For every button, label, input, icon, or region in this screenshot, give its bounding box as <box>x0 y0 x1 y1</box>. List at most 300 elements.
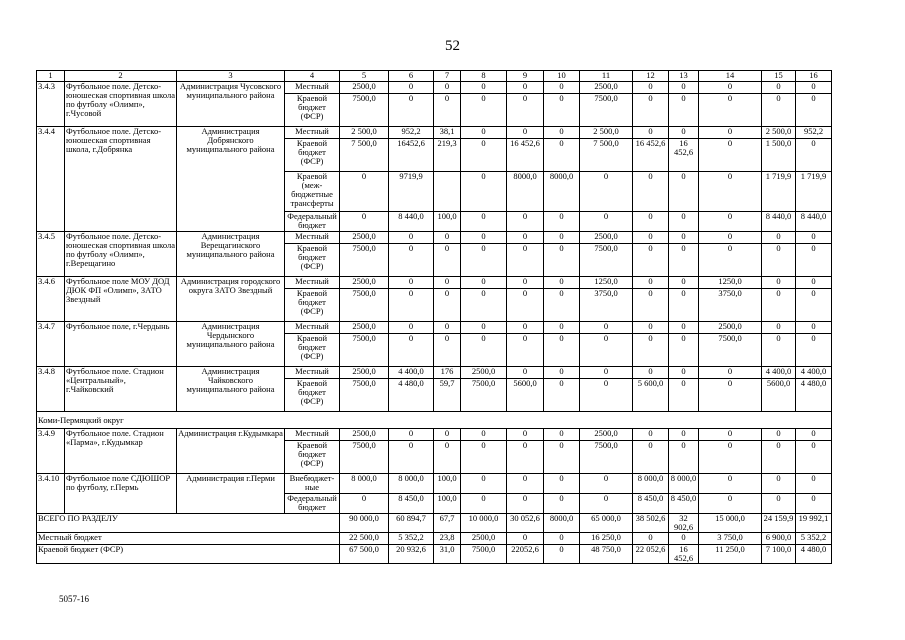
value-cell: 0 <box>580 494 633 514</box>
total-value: 7500,0 <box>461 545 507 564</box>
total-value: 0 <box>633 533 669 545</box>
administration: Администрация г.Кудымкара <box>177 429 285 474</box>
value-cell: 8 450,0 <box>669 494 699 514</box>
value-cell: 8000,0 <box>544 172 580 212</box>
column-header: 5 <box>340 71 389 82</box>
value-cell: 100,0 <box>434 212 461 232</box>
value-cell: 0 <box>507 127 544 139</box>
value-cell: 0 <box>796 244 832 277</box>
value-cell: 0 <box>544 474 580 494</box>
object-name: Футбольное поле. Детско-юношеская спортивная школа по футболу «Олимп», г.Чусовой <box>65 82 177 127</box>
region-label: Коми-Пермяцкий округ <box>37 412 832 429</box>
column-header: 10 <box>544 71 580 82</box>
value-cell: 5600,0 <box>507 379 544 412</box>
item-number: 3.4.10 <box>37 474 65 514</box>
value-cell: 0 <box>669 441 699 474</box>
value-cell: 0 <box>669 232 699 244</box>
table-row <box>37 277 832 289</box>
value-cell: 0 <box>507 94 544 127</box>
table-row <box>37 127 832 139</box>
value-cell: 0 <box>544 244 580 277</box>
column-header: 12 <box>633 71 669 82</box>
value-cell: 0 <box>762 322 796 334</box>
value-cell: 0 <box>699 139 762 172</box>
value-cell: 0 <box>633 94 669 127</box>
value-cell: 0 <box>461 322 507 334</box>
value-cell: 0 <box>633 429 669 441</box>
value-cell: 0 <box>389 82 434 94</box>
value-cell: 0 <box>389 277 434 289</box>
value-cell: 0 <box>389 322 434 334</box>
value-cell: 1 719,9 <box>762 172 796 212</box>
value-cell: 0 <box>544 127 580 139</box>
total-value: 0 <box>544 533 580 545</box>
value-cell: 7500,0 <box>340 94 389 127</box>
value-cell: 7500,0 <box>461 379 507 412</box>
value-cell: 0 <box>434 232 461 244</box>
value-cell: 0 <box>699 367 762 379</box>
value-cell: 0 <box>461 139 507 172</box>
value-cell: 0 <box>544 289 580 322</box>
value-cell: 952,2 <box>796 127 832 139</box>
totals-label: Краевой бюджет (ФСР) <box>37 545 340 564</box>
value-cell: 2500,0 <box>340 82 389 94</box>
value-cell: 2 500,0 <box>762 127 796 139</box>
funding-source: Местный <box>285 127 340 139</box>
administration: Администрация г.Перми <box>177 474 285 514</box>
value-cell: 0 <box>633 232 669 244</box>
value-cell: 100,0 <box>434 474 461 494</box>
value-cell: 2 500,0 <box>580 127 633 139</box>
total-value: 0 <box>507 533 544 545</box>
total-value: 7 100,0 <box>762 545 796 564</box>
value-cell: 0 <box>699 474 762 494</box>
value-cell: 1250,0 <box>580 277 633 289</box>
value-cell: 0 <box>580 474 633 494</box>
total-value: 19 992,1 <box>796 514 832 533</box>
object-name: Футбольное поле. Стадион «Центральный», г.Чайковский <box>65 367 177 412</box>
value-cell: 0 <box>434 244 461 277</box>
value-cell: 0 <box>699 172 762 212</box>
value-cell: 9719,9 <box>389 172 434 212</box>
value-cell: 2500,0 <box>699 322 762 334</box>
value-cell: 8 000,0 <box>633 474 669 494</box>
totals-label: ВСЕГО ПО РАЗДЕЛУ <box>37 514 340 533</box>
value-cell: 0 <box>669 334 699 367</box>
value-cell: 219,3 <box>434 139 461 172</box>
value-cell: 0 <box>633 244 669 277</box>
value-cell: 0 <box>762 494 796 514</box>
value-cell: 0 <box>669 172 699 212</box>
value-cell: 0 <box>669 429 699 441</box>
total-value: 10 000,0 <box>461 514 507 533</box>
value-cell: 0 <box>633 277 669 289</box>
value-cell: 0 <box>580 322 633 334</box>
column-header: 14 <box>699 71 762 82</box>
value-cell: 0 <box>633 441 669 474</box>
value-cell: 0 <box>633 212 669 232</box>
object-name: Футбольное поле. Детско-юношеская спортивная школа по футболу «Олимп», г.Верещагино <box>65 232 177 277</box>
total-value: 67 500,0 <box>340 545 389 564</box>
value-cell: 0 <box>507 429 544 441</box>
totals-label: Местный бюджет <box>37 533 340 545</box>
value-cell: 1 500,0 <box>762 139 796 172</box>
value-cell: 5600,0 <box>762 379 796 412</box>
value-cell: 1 719,9 <box>796 172 832 212</box>
value-cell: 0 <box>669 244 699 277</box>
total-value: 2500,0 <box>461 533 507 545</box>
total-value: 23,8 <box>434 533 461 545</box>
value-cell: 0 <box>507 322 544 334</box>
value-cell: 2500,0 <box>461 367 507 379</box>
total-value: 0 <box>544 545 580 564</box>
totals-row <box>37 533 832 545</box>
column-header: 9 <box>507 71 544 82</box>
value-cell: 0 <box>699 494 762 514</box>
column-header: 11 <box>580 71 633 82</box>
value-cell: 0 <box>669 82 699 94</box>
value-cell: 176 <box>434 367 461 379</box>
total-value: 90 000,0 <box>340 514 389 533</box>
value-cell: 7500,0 <box>580 244 633 277</box>
value-cell: 8 440,0 <box>796 212 832 232</box>
total-value: 30 052,6 <box>507 514 544 533</box>
value-cell: 7500,0 <box>340 334 389 367</box>
value-cell: 0 <box>461 172 507 212</box>
value-cell: 8 450,0 <box>633 494 669 514</box>
column-header: 8 <box>461 71 507 82</box>
value-cell: 16452,6 <box>389 139 434 172</box>
value-cell: 0 <box>389 441 434 474</box>
value-cell: 0 <box>389 94 434 127</box>
value-cell: 0 <box>580 334 633 367</box>
value-cell: 16 452,6 <box>633 139 669 172</box>
total-value: 11 250,0 <box>699 545 762 564</box>
value-cell: 4 480,0 <box>796 379 832 412</box>
administration: Администрация Чусовского муниципального района <box>177 82 285 127</box>
value-cell: 0 <box>796 94 832 127</box>
value-cell: 0 <box>762 429 796 441</box>
value-cell: 2500,0 <box>340 232 389 244</box>
totals-row <box>37 514 832 533</box>
administration: Администрация Чердынского муниципального района <box>177 322 285 367</box>
value-cell: 0 <box>461 232 507 244</box>
value-cell: 8 440,0 <box>389 212 434 232</box>
value-cell: 0 <box>461 494 507 514</box>
page-number: 52 <box>445 38 460 54</box>
value-cell: 0 <box>633 127 669 139</box>
value-cell: 3750,0 <box>580 289 633 322</box>
object-name: Футбольное поле СДЮШОР по футболу, г.Пермь <box>65 474 177 514</box>
value-cell: 0 <box>796 429 832 441</box>
total-value: 22052,6 <box>507 545 544 564</box>
column-header: 4 <box>285 71 340 82</box>
total-value: 0 <box>669 533 699 545</box>
item-number: 3.4.7 <box>37 322 65 367</box>
total-value: 38 502,6 <box>633 514 669 533</box>
total-value: 65 000,0 <box>580 514 633 533</box>
table-row <box>37 474 832 494</box>
value-cell: 0 <box>633 367 669 379</box>
value-cell: 0 <box>389 289 434 322</box>
total-value: 67,7 <box>434 514 461 533</box>
totals-row <box>37 545 832 564</box>
value-cell <box>434 172 461 212</box>
value-cell: 0 <box>796 441 832 474</box>
value-cell: 4 400,0 <box>762 367 796 379</box>
value-cell: 0 <box>580 379 633 412</box>
value-cell: 0 <box>669 367 699 379</box>
value-cell: 0 <box>699 127 762 139</box>
total-value: 16 250,0 <box>580 533 633 545</box>
value-cell: 0 <box>762 441 796 474</box>
value-cell: 0 <box>507 334 544 367</box>
column-header: 3 <box>177 71 285 82</box>
value-cell: 8 000,0 <box>389 474 434 494</box>
total-value: 24 159,9 <box>762 514 796 533</box>
table-row <box>37 367 832 379</box>
total-value: 32 902,6 <box>669 514 699 533</box>
value-cell: 8 000,0 <box>340 474 389 494</box>
value-cell: 0 <box>461 244 507 277</box>
total-value: 20 932,6 <box>389 545 434 564</box>
value-cell: 0 <box>461 441 507 474</box>
value-cell: 0 <box>633 82 669 94</box>
value-cell: 0 <box>434 441 461 474</box>
value-cell: 0 <box>699 212 762 232</box>
item-number: 3.4.8 <box>37 367 65 412</box>
funding-source: Краевой бюджет (ФСР) <box>285 244 340 277</box>
funding-source: Местный <box>285 367 340 379</box>
value-cell: 4 480,0 <box>389 379 434 412</box>
total-value: 16 452,6 <box>669 545 699 564</box>
value-cell: 0 <box>669 277 699 289</box>
value-cell: 0 <box>461 94 507 127</box>
value-cell: 0 <box>762 334 796 367</box>
funding-source: Местный <box>285 82 340 94</box>
value-cell: 0 <box>507 232 544 244</box>
value-cell: 8 000,0 <box>669 474 699 494</box>
value-cell: 0 <box>669 289 699 322</box>
item-number: 3.4.5 <box>37 232 65 277</box>
value-cell: 0 <box>434 334 461 367</box>
total-value: 8000,0 <box>544 514 580 533</box>
value-cell: 7500,0 <box>340 441 389 474</box>
funding-source: Местный <box>285 429 340 441</box>
value-cell: 7500,0 <box>699 334 762 367</box>
table-row <box>37 429 832 441</box>
total-value: 60 894,7 <box>389 514 434 533</box>
value-cell: 4 400,0 <box>796 367 832 379</box>
value-cell: 0 <box>544 212 580 232</box>
value-cell: 0 <box>762 232 796 244</box>
value-cell: 8 450,0 <box>389 494 434 514</box>
column-header: 6 <box>389 71 434 82</box>
funding-source: Краевой бюджет (ФСР) <box>285 334 340 367</box>
value-cell: 0 <box>796 277 832 289</box>
value-cell: 0 <box>461 289 507 322</box>
value-cell: 0 <box>796 334 832 367</box>
value-cell: 0 <box>699 379 762 412</box>
column-header: 1 <box>37 71 65 82</box>
value-cell: 7 500,0 <box>580 139 633 172</box>
value-cell: 0 <box>461 474 507 494</box>
total-value: 5 352,2 <box>796 533 832 545</box>
value-cell: 0 <box>796 139 832 172</box>
value-cell: 0 <box>461 82 507 94</box>
value-cell: 0 <box>340 172 389 212</box>
value-cell: 0 <box>699 82 762 94</box>
value-cell: 0 <box>762 82 796 94</box>
object-name: Футбольное поле МОУ ДОД ДЮК ФП «Олимп», ЗАТО Звездный <box>65 277 177 322</box>
funding-source: Местный <box>285 322 340 334</box>
value-cell: 0 <box>669 322 699 334</box>
value-cell: 0 <box>507 82 544 94</box>
region-row <box>37 412 832 429</box>
value-cell: 0 <box>762 244 796 277</box>
value-cell: 952,2 <box>389 127 434 139</box>
value-cell: 0 <box>544 379 580 412</box>
value-cell: 2500,0 <box>580 82 633 94</box>
value-cell: 0 <box>544 277 580 289</box>
item-number: 3.4.6 <box>37 277 65 322</box>
value-cell: 59,7 <box>434 379 461 412</box>
value-cell: 0 <box>544 441 580 474</box>
value-cell: 0 <box>544 429 580 441</box>
value-cell: 0 <box>762 289 796 322</box>
column-header: 13 <box>669 71 699 82</box>
total-value: 48 750,0 <box>580 545 633 564</box>
value-cell: 0 <box>544 82 580 94</box>
value-cell: 0 <box>507 494 544 514</box>
value-cell: 0 <box>389 232 434 244</box>
value-cell: 7500,0 <box>340 244 389 277</box>
value-cell: 5 600,0 <box>633 379 669 412</box>
value-cell: 0 <box>507 212 544 232</box>
object-name: Футбольное поле, г.Чердынь <box>65 322 177 367</box>
value-cell: 38,1 <box>434 127 461 139</box>
column-header: 16 <box>796 71 832 82</box>
total-value: 3 750,0 <box>699 533 762 545</box>
value-cell: 0 <box>507 367 544 379</box>
value-cell: 0 <box>544 334 580 367</box>
value-cell: 0 <box>762 474 796 494</box>
funding-source: Местный <box>285 232 340 244</box>
value-cell: 0 <box>340 212 389 232</box>
administration: Администрация Чайковского муниципального района <box>177 367 285 412</box>
value-cell: 4 400,0 <box>389 367 434 379</box>
document-code: 5057-16 <box>59 594 89 604</box>
value-cell: 7500,0 <box>340 379 389 412</box>
value-cell: 2500,0 <box>340 429 389 441</box>
total-value: 22 500,0 <box>340 533 389 545</box>
value-cell: 0 <box>434 82 461 94</box>
funding-source: Краевой бюджет (ФСР) <box>285 289 340 322</box>
value-cell: 0 <box>669 127 699 139</box>
value-cell: 7 500,0 <box>340 139 389 172</box>
value-cell: 0 <box>762 94 796 127</box>
item-number: 3.4.4 <box>37 127 65 232</box>
value-cell: 0 <box>461 429 507 441</box>
value-cell: 0 <box>340 494 389 514</box>
administration: Администрация Добрянского муниципального района <box>177 127 285 232</box>
value-cell: 8000,0 <box>507 172 544 212</box>
value-cell: 0 <box>669 379 699 412</box>
value-cell: 1250,0 <box>699 277 762 289</box>
value-cell: 0 <box>580 367 633 379</box>
value-cell: 7500,0 <box>340 289 389 322</box>
value-cell: 7500,0 <box>580 441 633 474</box>
funding-source: Федеральный бюджет <box>285 494 340 514</box>
total-value: 4 480,0 <box>796 545 832 564</box>
table-row <box>37 322 832 334</box>
value-cell: 0 <box>434 289 461 322</box>
value-cell: 7500,0 <box>580 94 633 127</box>
value-cell: 0 <box>461 334 507 367</box>
item-number: 3.4.9 <box>37 429 65 474</box>
administration: Администрация Верещагинского муниципального района <box>177 232 285 277</box>
value-cell: 0 <box>434 429 461 441</box>
value-cell: 0 <box>796 82 832 94</box>
value-cell: 0 <box>544 322 580 334</box>
value-cell: 0 <box>699 244 762 277</box>
value-cell: 0 <box>507 474 544 494</box>
value-cell: 2500,0 <box>340 277 389 289</box>
value-cell: 2500,0 <box>340 367 389 379</box>
value-cell: 0 <box>699 232 762 244</box>
column-header: 2 <box>65 71 177 82</box>
value-cell: 0 <box>669 212 699 232</box>
funding-source: Краевой бюджет (ФСР) <box>285 139 340 172</box>
value-cell: 0 <box>434 94 461 127</box>
value-cell: 0 <box>669 94 699 127</box>
value-cell: 0 <box>507 441 544 474</box>
value-cell: 0 <box>461 212 507 232</box>
value-cell: 0 <box>544 494 580 514</box>
value-cell: 0 <box>507 277 544 289</box>
value-cell: 2500,0 <box>340 322 389 334</box>
value-cell: 2500,0 <box>580 429 633 441</box>
value-cell: 0 <box>762 277 796 289</box>
column-header: 7 <box>434 71 461 82</box>
value-cell: 0 <box>633 289 669 322</box>
value-cell: 0 <box>461 127 507 139</box>
funding-source: Федеральный бюджет <box>285 212 340 232</box>
value-cell: 0 <box>796 474 832 494</box>
value-cell: 0 <box>699 441 762 474</box>
total-value: 31,0 <box>434 545 461 564</box>
budget-table <box>36 70 832 564</box>
header-row <box>37 71 832 82</box>
total-value: 15 000,0 <box>699 514 762 533</box>
value-cell: 8 440,0 <box>762 212 796 232</box>
total-value: 22 052,6 <box>633 545 669 564</box>
funding-source: Краевой (меж-бюджетные трансферты <box>285 172 340 212</box>
administration: Администрация городского округа ЗАТО Звездный <box>177 277 285 322</box>
object-name: Футбольное поле. Стадион «Парма», г.Кудымкар <box>65 429 177 474</box>
value-cell: 0 <box>434 277 461 289</box>
value-cell: 0 <box>389 334 434 367</box>
value-cell: 3750,0 <box>699 289 762 322</box>
value-cell: 0 <box>544 232 580 244</box>
table-row <box>37 232 832 244</box>
value-cell: 2 500,0 <box>340 127 389 139</box>
table-row <box>37 82 832 94</box>
value-cell: 16 452,6 <box>507 139 544 172</box>
total-value: 5 352,2 <box>389 533 434 545</box>
value-cell: 0 <box>461 277 507 289</box>
funding-source: Краевой бюджет (ФСР) <box>285 441 340 474</box>
